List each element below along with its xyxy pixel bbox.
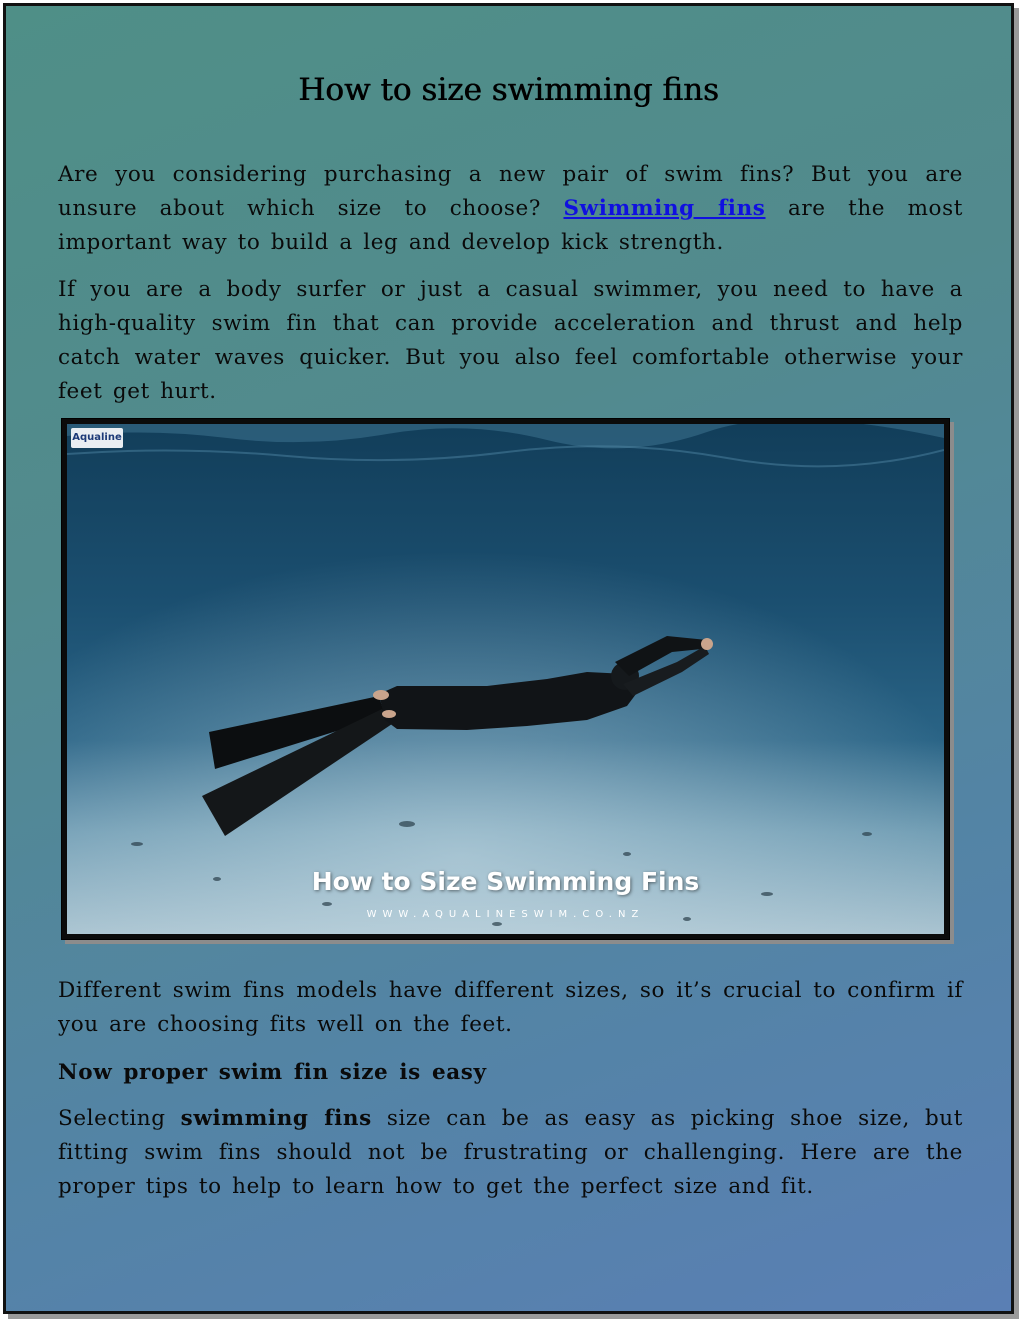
selecting-text-start: Selecting: [58, 1106, 181, 1131]
intro-text-start: Are you considering purchasing a new pair of swim fins? But you are unsure about which size to choose?: [58, 162, 963, 221]
body-surfer-paragraph: If you are a body surfer or just a casual swimmer, you need to have a high-quality swim fin that can provide acceleration and thrust and help catch water waves quicker. But you also feel comfortable otherwise your feet get hurt.: [58, 277, 963, 404]
image-website: WWW.AQUALINESWIM.CO.NZ: [366, 909, 645, 920]
swimming-fins-link[interactable]: Swimming fins: [563, 196, 766, 221]
different-sizes-paragraph: Different swim fins models have different sizes, so it’s crucial to confirm if you are choosing fits well on the feet.: [58, 978, 963, 1037]
selecting-text-end: size can be as easy as picking shoe size, but fitting swim fins should not be frustrating or challenging. Here are the proper tips to help to learn how to get the perfect size and fit.: [58, 1106, 963, 1199]
intro-text-end: are the most important way to build a leg and develop kick strength.: [58, 196, 963, 255]
document-page: [3, 3, 1014, 1314]
selecting-fins-paragraph: [58, 1102, 963, 1204]
image-caption: How to Size Swimming Fins: [311, 867, 700, 896]
intro-paragraph: [58, 158, 963, 260]
swimming-fins-emphasis: swimming fins: [180, 1106, 372, 1131]
section-subheading: Now proper swim fin size is easy: [58, 1060, 487, 1085]
page-title: How to size swimming fins: [298, 72, 719, 108]
hero-image: [61, 418, 950, 940]
underwater-diver-photo: [67, 424, 944, 934]
aqualine-logo: Aqualine: [71, 428, 123, 448]
